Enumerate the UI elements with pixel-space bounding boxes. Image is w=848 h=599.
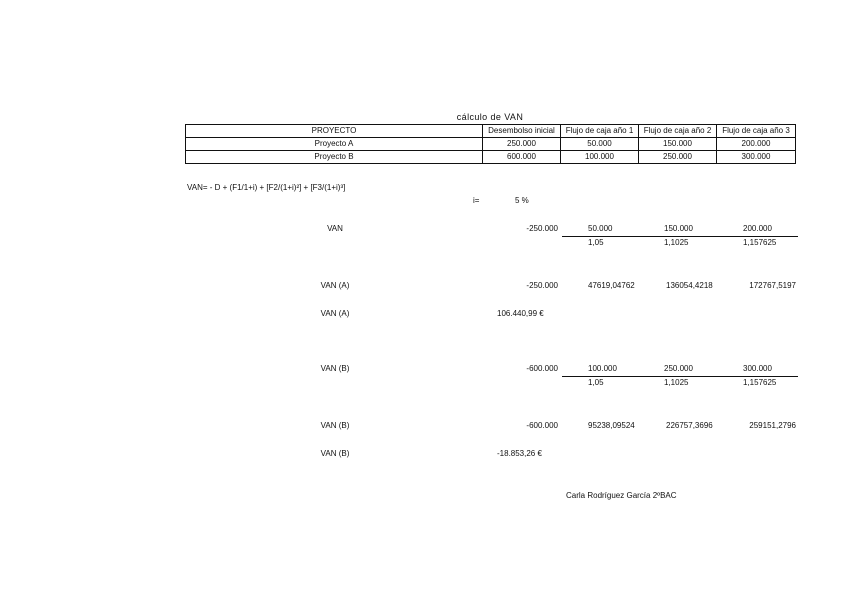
van-b-numerator-1: 100.000 (588, 364, 617, 373)
table-header-row (186, 125, 796, 138)
van-a-initial: -250.000 (526, 281, 558, 290)
table-cell: 250.000 (639, 151, 717, 164)
van-a-term-2: 136054,4218 (666, 281, 713, 290)
rate-label: i= (473, 196, 480, 205)
header-cell: Flujo de caja año 3 (717, 125, 796, 138)
numerator-2: 150.000 (664, 224, 693, 233)
van-b-terms-initial: -600.000 (526, 421, 558, 430)
table-cell: 600.000 (483, 151, 561, 164)
van-b-term-3: 259151,2796 (749, 421, 796, 430)
van-b-term-1: 95238,09524 (588, 421, 635, 430)
table-cell: 300.000 (717, 151, 796, 164)
van-b-label: VAN (B) (320, 364, 350, 373)
author-credit: Carla Rodríguez García 2ºBAC (566, 491, 677, 500)
header-cell: Flujo de caja año 1 (561, 125, 639, 138)
sheet-title: cálculo de VAN (456, 112, 524, 122)
initial-outlay: -250.000 (526, 224, 558, 233)
table-cell: Proyecto B (186, 151, 483, 164)
van-formula: VAN= - D + (F1/1+i) + [F2/(1+i)²] + [F3/(1+i)³] (187, 183, 346, 192)
table-cell: Proyecto A (186, 138, 483, 151)
van-b-initial: -600.000 (526, 364, 558, 373)
numerator-1: 50.000 (588, 224, 613, 233)
van-a-result-value: 106.440,99 € (497, 309, 544, 318)
van-b-numerator-2: 250.000 (664, 364, 693, 373)
header-cell: Desembolso inicial (483, 125, 561, 138)
van-b-result-label: VAN (B) (320, 449, 350, 458)
denominator-1: 1,05 (588, 238, 604, 247)
denominator-2: 1,1025 (664, 238, 689, 247)
table-cell: 50.000 (561, 138, 639, 151)
numerator-3: 200.000 (743, 224, 772, 233)
van-b-terms-label: VAN (B) (320, 421, 350, 430)
header-cell: Flujo de caja año 2 (639, 125, 717, 138)
van-b-denominator-3: 1,157625 (743, 378, 777, 387)
projects-table (185, 124, 796, 164)
van-a-label: VAN (A) (320, 281, 350, 290)
table-row (186, 138, 796, 151)
table-cell: 200.000 (717, 138, 796, 151)
denominator-3: 1,157625 (743, 238, 777, 247)
van-a-term-3: 172767,5197 (749, 281, 796, 290)
van-b-term-2: 226757,3696 (666, 421, 713, 430)
van-label: VAN (327, 224, 343, 233)
rate-value: 5 % (515, 196, 529, 205)
van-a-term-1: 47619,04762 (588, 281, 635, 290)
table-row (186, 151, 796, 164)
van-a-result-label: VAN (A) (320, 309, 350, 318)
table-cell: 250.000 (483, 138, 561, 151)
van-b-numerator-3: 300.000 (743, 364, 772, 373)
table-cell: 150.000 (639, 138, 717, 151)
van-b-denominator-1: 1,05 (588, 378, 604, 387)
header-cell: PROYECTO (186, 125, 483, 138)
van-b-denominator-2: 1,1025 (664, 378, 689, 387)
fraction-line (562, 236, 798, 237)
table-cell: 100.000 (561, 151, 639, 164)
fraction-line (562, 376, 798, 377)
van-b-result-value: -18.853,26 € (497, 449, 542, 458)
